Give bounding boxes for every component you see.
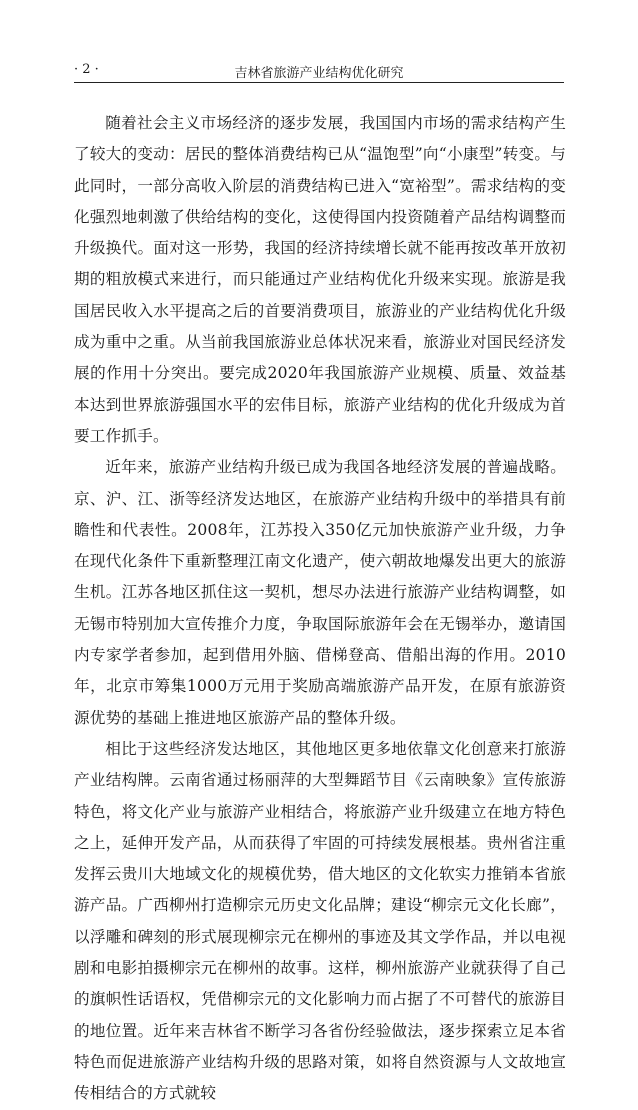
paragraph: 相比于这些经济发达地区，其他地区更多地依靠文化创意来打旅游产业结构牌。云南省通过杨丽萍的大型舞蹈节目《云南映象》宣传旅游特色，将文化产业与旅游产业相结合，将旅游产业升级建立在地方特色之上，延伸开发产品，从而获得了牢固的可持续发展根基。贵州省注重发挥云贵川大地域文化的规模优势，借大地区的文化软实力推销本省旅游产品。广西柳州打造柳宗元历史文化品牌；建设“柳宗元文化长廊”，以浮雕和碑刻的形式展现柳宗元在柳州的事迹及其文学作品，并以电视剧和电影拍摄柳宗元在柳州的故事。这样，柳州旅游产业就获得了自己的旗帜性话语权，凭借柳宗元的文化影响力而占据了不可替代的旅游目的地位置。近年来吉林省不断学习各省份经验做法，逐步探索立足本省特色而促进旅游产业结构升级的思路对策，如将自然资源与人文故地宣传相结合的方式就较 <box>74 739 566 1103</box>
page-number: · 2 · <box>74 62 99 77</box>
paragraph: 随着社会主义市场经济的逐步发展，我国国内市场的需求结构产生了较大的变动：居民的整体消费结构已从“温饱型”向“小康型”转变。与此同时，一部分高收入阶层的消费结构已进入“宽裕型”。需求结构的变化强烈地刺激了供给结构的变化，这使得国内投资随着产品结构调整而升级换代。面对这一形势，我国的经济持续增长就不能再按改革开放初期的粗放模式来进行，而只能通过产业结构优化升级来实现。旅游是我国居民收入水平提高之后的首要消费项目，旅游业的产业结构优化升级成为重中之重。从当前我国旅游业总体状况来看，旅游业对国民经济发展的作用十分突出。要完成2020年我国旅游产业规模、质量、效益基本达到世界旅游强国水平的宏伟目标，旅游产业结构的优化升级成为首要工作抓手。 <box>74 114 566 445</box>
running-title: 吉林省旅游产业结构优化研究 <box>234 66 404 81</box>
body-text <box>74 108 566 1110</box>
paragraph: 近年来，旅游产业结构升级已成为我国各地经济发展的普遍战略。京、沪、江、浙等经济发达地区，在旅游产业结构升级中的举措具有前瞻性和代表性。2008年，江苏投入350亿元加快旅游产业升级，力争在现代化条件下重新整理江南文化遗产，使六朝故地爆发出更大的旅游生机。江苏各地区抓住这一契机，想尽办法进行旅游产业结构调整，如无锡市特别加大宣传推介力度，争取国际旅游年会在无锡举办，邀请国内专家学者参加，起到借用外脑、借梯登高、借船出海的作用。2010年，北京市筹集1000万元用于奖励高端旅游产品开发，在原有旅游资源优势的基础上推进地区旅游产品的整体升级。 <box>74 458 566 727</box>
page-header <box>74 56 564 83</box>
